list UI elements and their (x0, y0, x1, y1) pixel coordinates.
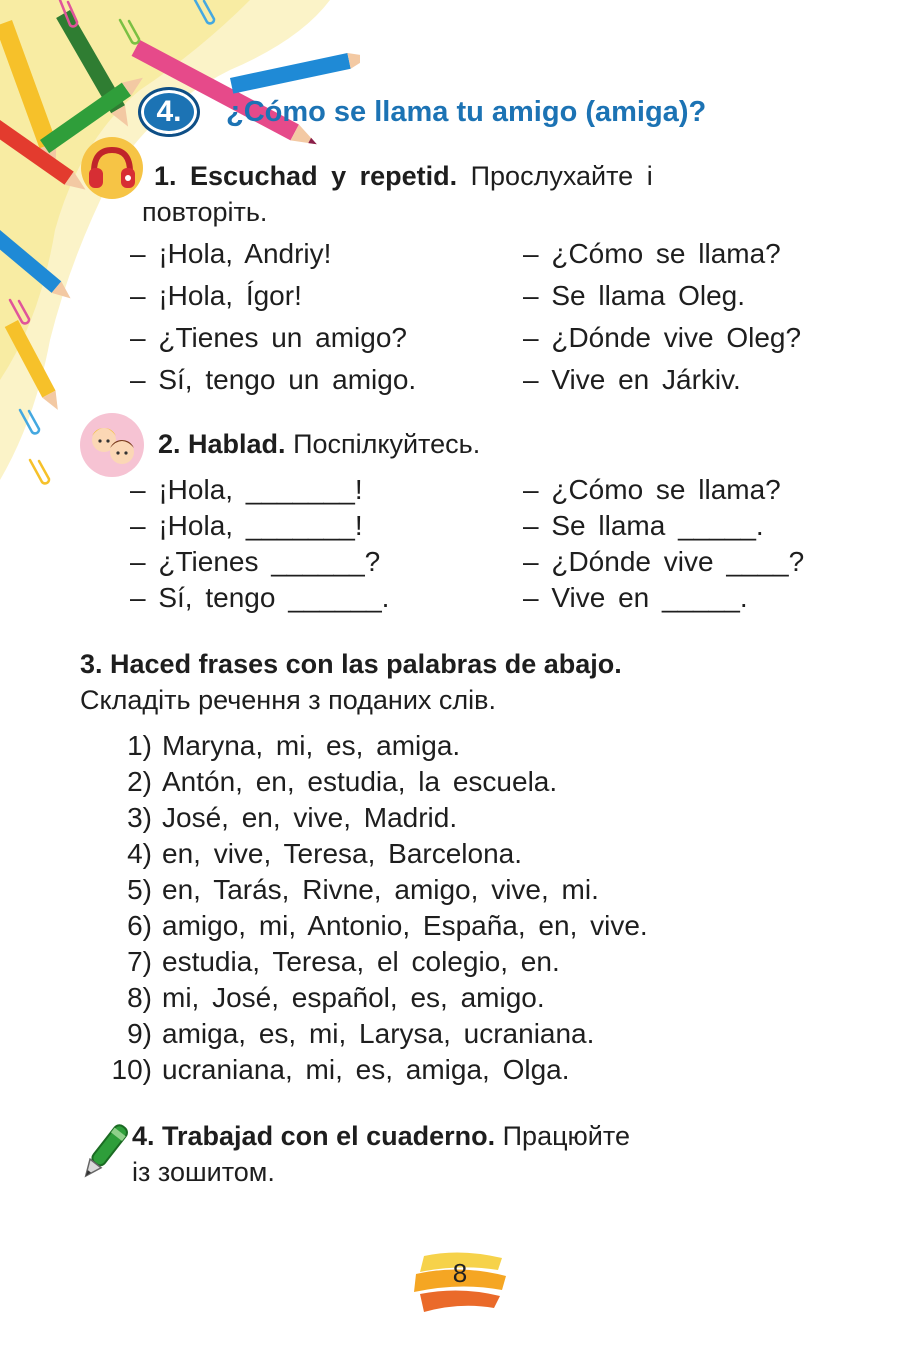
list-item (100, 800, 648, 836)
lesson-title: ¿Cómo se llama tu amigo (amiga)? (226, 95, 707, 128)
dialogue-line: – ¿Tienes un amigo? (130, 322, 407, 353)
dialogue-line: – Sí, tengo un amigo. (130, 364, 417, 395)
dialogue-line: – ¿Tienes ______? (130, 546, 381, 577)
exercise-1-title-ua: Прослухайте і (470, 161, 653, 191)
list-item (100, 728, 648, 764)
list-item-number: 10) (111, 1054, 152, 1085)
page-number: 8 (452, 1258, 468, 1288)
exercise-4-title-ua-line2: із зошитом. (132, 1157, 275, 1187)
exercise-2-dialogue-right (523, 472, 804, 616)
list-item-number: 9) (127, 1018, 152, 1049)
dialogue-line: – Vive en _____. (523, 582, 748, 613)
list-item-number: 5) (127, 874, 152, 905)
dialogue-line: – Se llama Oleg. (523, 280, 745, 311)
dialogue-line: – Sí, tengo ______. (130, 582, 390, 613)
exercise-2-title-es: 2. Hablad. (158, 429, 286, 459)
list-item (100, 1016, 648, 1052)
dialogue-line: – Vive en Járkiv. (523, 364, 741, 395)
exercise-3-heading (80, 646, 880, 718)
exercise-1-dialogue-left (130, 233, 416, 401)
list-item-text: en, Tarás, Rivne, amigo, vive, mi. (162, 874, 599, 905)
exercise-4-title-ua: Працюйте (502, 1121, 630, 1151)
dialogue-line: – Se llama _____. (523, 510, 764, 541)
list-item (100, 764, 648, 800)
dialogue-line: – ¿Cómo se llama? (523, 238, 781, 269)
list-item-number: 8) (127, 982, 152, 1013)
list-item-number: 1) (127, 730, 152, 761)
exercise-1-title-ua-line2: повторіть. (142, 197, 268, 227)
exercise-3-title-ua: Складіть речення з поданих слів. (80, 685, 497, 715)
list-item-text: Antón, en, estudia, la escuela. (162, 766, 558, 797)
list-item (100, 980, 648, 1016)
exercise-1-dialogue-right (523, 233, 801, 401)
exercise-3-title-es: 3. Haced frases con las palabras de abajo. (80, 649, 622, 679)
dialogue-line: – ¡Hola, _______! (130, 510, 363, 541)
exercise-1-heading (142, 158, 882, 230)
list-item-number: 6) (127, 910, 152, 941)
dialogue-line: – ¡Hola, Ígor! (130, 280, 302, 311)
page-number-area (410, 1248, 510, 1316)
list-item-text: estudia, Teresa, el colegio, en. (162, 946, 560, 977)
exercise-1-title-es: 1. Escuchad y repetid. (154, 161, 458, 191)
list-item-text: mi, José, español, es, amigo. (162, 982, 545, 1013)
list-item-text: José, en, vive, Madrid. (162, 802, 458, 833)
list-item (100, 944, 648, 980)
pen-icon (78, 1118, 130, 1184)
list-item-number: 4) (127, 838, 152, 869)
list-item-text: ucraniana, mi, es, amiga, Olga. (162, 1054, 570, 1085)
list-item-text: amiga, es, mi, Larysa, ucraniana. (162, 1018, 595, 1049)
headphones-icon (80, 136, 144, 200)
list-item (100, 836, 648, 872)
exercise-2-dialogue-left (130, 472, 389, 616)
list-item-number: 3) (127, 802, 152, 833)
dialogue-line: – ¡Hola, Andriy! (130, 238, 332, 269)
dialogue-line: – ¡Hola, _______! (130, 474, 363, 505)
exercise-3-list (100, 728, 648, 1088)
dialogue-line: – ¿Dónde vive ____? (523, 546, 805, 577)
lesson-header (138, 88, 706, 136)
exercise-4-title-es: 4. Trabajad con el cuaderno. (132, 1121, 496, 1151)
children-icon (78, 412, 146, 478)
list-item (100, 908, 648, 944)
list-item (100, 872, 648, 908)
list-item-text: amigo, mi, Antonio, España, en, vive. (162, 910, 648, 941)
exercise-2-title-ua: Поспілкуйтесь. (293, 429, 481, 459)
exercise-2-heading (158, 426, 480, 462)
dialogue-line: – ¿Cómo se llama? (523, 474, 781, 505)
list-item-number: 7) (127, 946, 152, 977)
lesson-number-badge: 4. (138, 87, 200, 137)
list-item-text: Maryna, mi, es, amiga. (162, 730, 461, 761)
list-item (100, 1052, 648, 1088)
list-item-text: en, vive, Teresa, Barcelona. (162, 838, 523, 869)
exercise-4-heading (132, 1118, 832, 1190)
dialogue-line: – ¿Dónde vive Oleg? (523, 322, 802, 353)
list-item-number: 2) (127, 766, 152, 797)
